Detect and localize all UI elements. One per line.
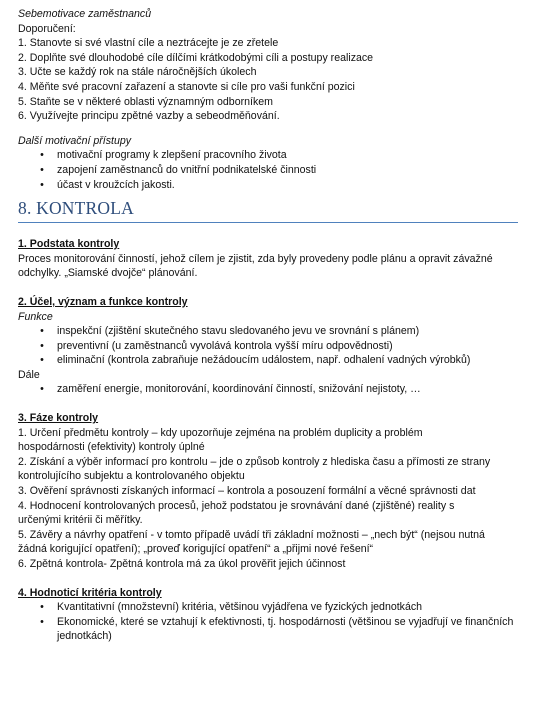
paragraph-line: 4. Hodnocení kontrolovaných procesů, jehož podstatou je srovnávání dané (zjištěné) reality s bbox=[18, 499, 455, 512]
paragraph-line: 1. Určení předmětu kontroly – kdy upozorňuje zejména na problém duplicity a problém bbox=[18, 426, 423, 439]
recommendation-item: 5. Staňte se v některé oblasti významným odborníkem bbox=[18, 95, 273, 108]
section-heading: 3. Fáze kontroly bbox=[18, 412, 99, 425]
section-heading: 1. Podstata kontroly bbox=[18, 238, 120, 251]
paragraph-line: určenými kritérii či měřítky. bbox=[18, 514, 143, 527]
list-item: • zapojení zaměstnanců do vnitřní podnikatelské činnosti bbox=[18, 163, 523, 178]
functions-list bbox=[18, 324, 523, 368]
bullet-icon: • bbox=[40, 178, 44, 191]
recommendations-list bbox=[18, 36, 523, 124]
recommendation-item: 1. Stanovte si své vlastní cíle a neztrácejte je ze zřetele bbox=[18, 37, 279, 50]
motivation-title: Sebemotivace zaměstnanců bbox=[18, 8, 152, 20]
list-item: • preventivní (u zaměstnanců vyvolává kontrola vyšší míru odpovědnosti) bbox=[18, 339, 523, 354]
criteria-list bbox=[18, 600, 523, 644]
bullet-icon: • bbox=[40, 601, 44, 614]
recommendation-item: 2. Doplňte své dlouhodobé cíle dílčími krátkodobými cíli a postupy realizace bbox=[18, 51, 374, 64]
bullet-icon: • bbox=[40, 383, 44, 396]
other-approaches-title: Další motivační přístupy bbox=[18, 134, 132, 147]
list-item: • zaměření energie, monitorování, koordinování činností, snižování nejistoty, … bbox=[18, 382, 523, 397]
bullet-icon: • bbox=[40, 163, 44, 176]
bullet-icon: • bbox=[40, 615, 44, 628]
paragraph-line: hospodárnosti (efektivity) kontroly úplné bbox=[18, 441, 205, 454]
bullet-icon: • bbox=[40, 149, 44, 162]
paragraph-line: Proces monitorování činností, jehož cílem je zjistit, zda byly provedeny podle plánu a opravit závažné bbox=[18, 252, 493, 265]
recommendation-item: 4. Měňte své pracovní zařazení a stanovte si cíle pro vaši funkční pozici bbox=[18, 80, 355, 93]
other-approaches-list bbox=[18, 148, 523, 192]
paragraph-line: kontrolujícího subjektu a kontrolovaného objektu bbox=[18, 470, 245, 483]
list-item: • motivační programy k zlepšení pracovního života bbox=[18, 148, 523, 163]
more-label: Dále bbox=[18, 368, 40, 381]
document-page bbox=[18, 7, 523, 644]
chapter-title: 8. KONTROLA bbox=[18, 198, 134, 219]
bullet-icon: • bbox=[40, 354, 44, 367]
paragraph-line: 5. Závěry a návrhy opatření - v tomto případě uvádí tři základní možnosti – „nech být“ (nejsou nutná bbox=[18, 528, 485, 541]
recommendation-item: 6. Využívejte principu zpětné vazby a sebeodměňování. bbox=[18, 110, 280, 123]
section-heading: 4. Hodnoticí kritéria kontroly bbox=[18, 586, 162, 599]
bullet-icon: • bbox=[40, 339, 44, 352]
section-heading: 2. Účel, význam a funkce kontroly bbox=[18, 295, 188, 308]
paragraph-line: odchylky. „Siamské dvojče“ plánování. bbox=[18, 267, 198, 280]
bullet-icon: • bbox=[40, 325, 44, 338]
list-item: • eliminační (kontrola zabraňuje nežádoucím událostem, např. odhalení vadných výrobků) bbox=[18, 353, 523, 368]
recommendations-label: Doporučení: bbox=[18, 22, 76, 35]
more-list bbox=[18, 382, 523, 397]
chapter-heading-block bbox=[18, 198, 523, 223]
list-item: • Kvantitativní (množstevní) kritéria, většinou vyjádřena ve fyzických jednotkách bbox=[18, 600, 523, 615]
paragraph-line: 2. Získání a výběr informací pro kontrolu – jde o způsob kontroly z hlediska času a přímosti ze strany bbox=[18, 455, 491, 468]
functions-label: Funkce bbox=[18, 310, 53, 323]
phases-list bbox=[18, 426, 523, 572]
recommendation-item: 3. Učte se každý rok na stále náročnějších úkolech bbox=[18, 66, 257, 79]
list-item: • Ekonomické, které se vztahují k efektivnosti, tj. hospodárnosti (většinou se vyjadřují ve finančních jednotkách) bbox=[18, 615, 523, 644]
list-item: • inspekční (zjištění skutečného stavu sledovaného jevu ve srovnání s plánem) bbox=[18, 324, 523, 339]
list-item: • účast v kroužcích jakosti. bbox=[18, 178, 523, 193]
paragraph-line: žádná korigující opatření); „proveď korigující opatření“ a „přijmi nové řešení“ bbox=[18, 543, 374, 556]
paragraph-line: 6. Zpětná kontrola- Zpětná kontrola má za úkol prověřit jejich účinnost bbox=[18, 558, 346, 570]
paragraph-line: 3. Ověření správnosti získaných informací – kontrola a posouzení formální a věcné správnosti dat bbox=[18, 485, 476, 498]
